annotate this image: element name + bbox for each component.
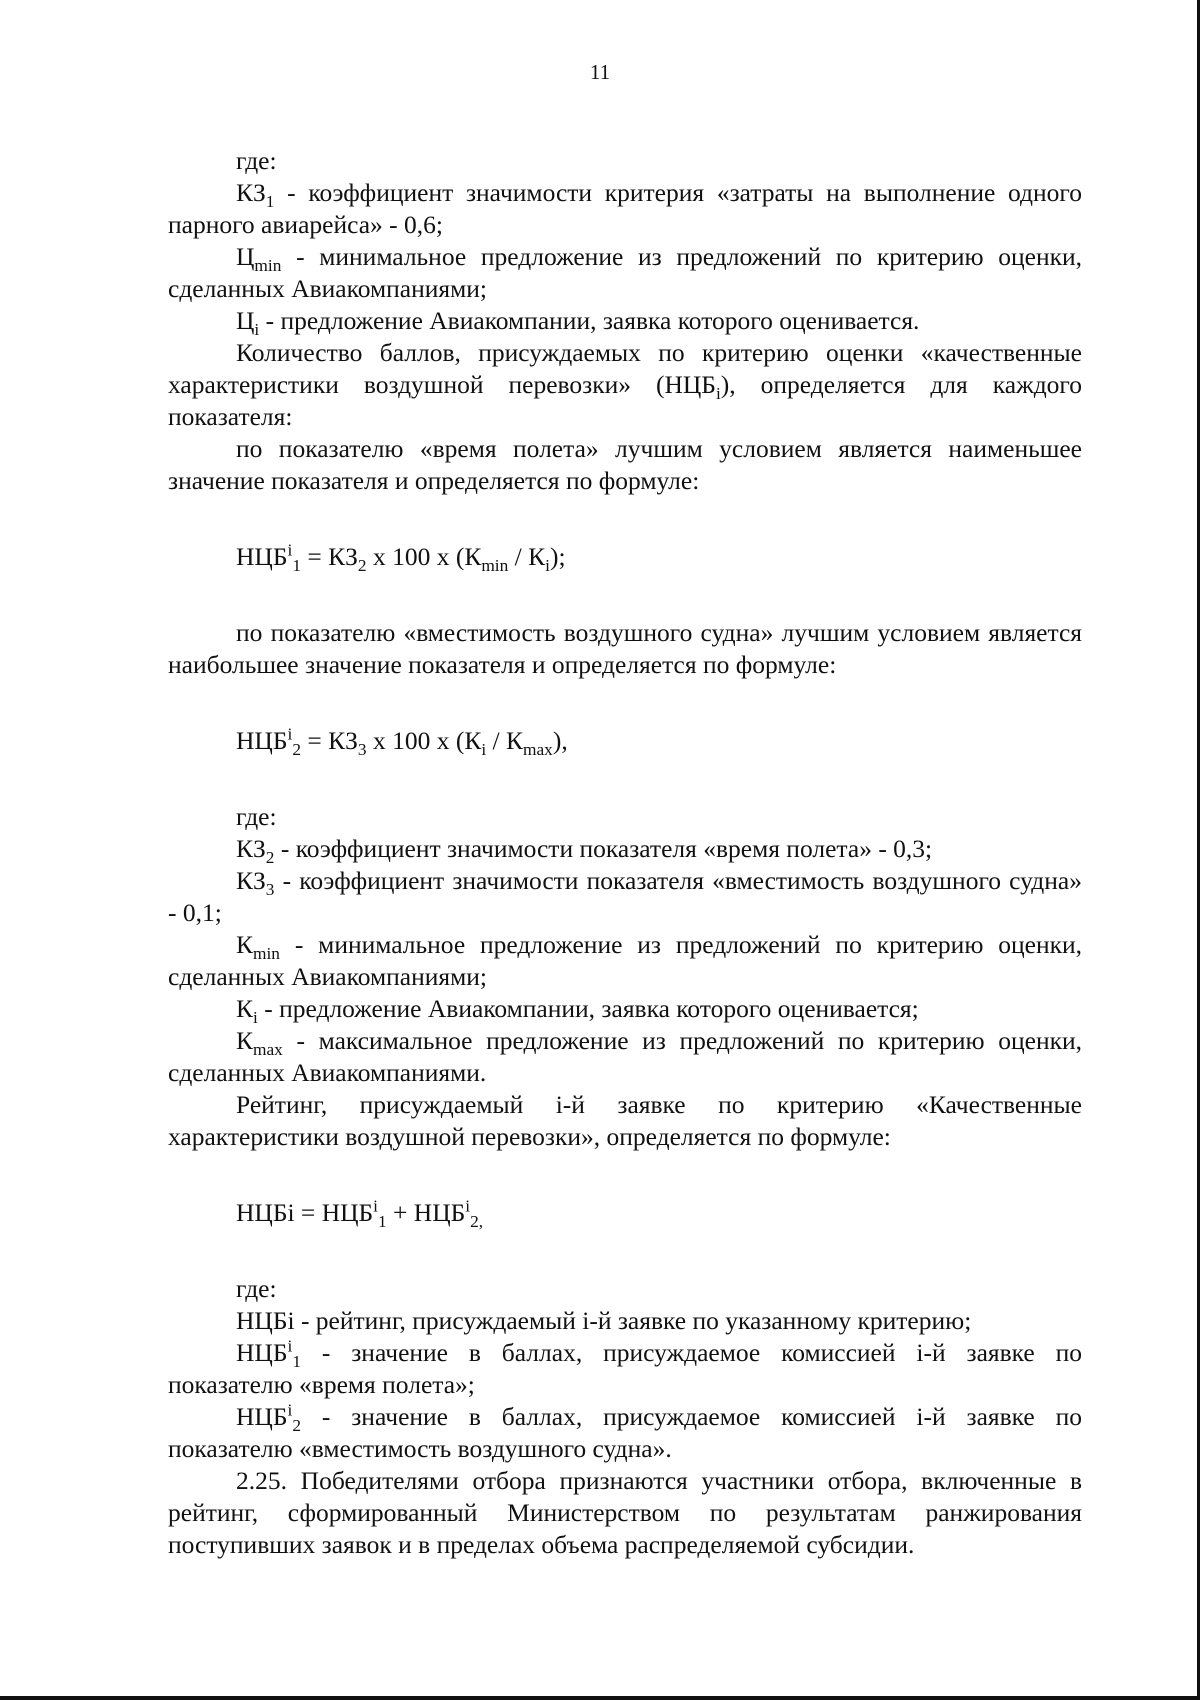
cmin-definition	[168, 241, 1082, 305]
ncb1-description: - значение в баллах, присуждаемое комиссией i-й заявке по показателю «время полета»;	[168, 1338, 1082, 1399]
ncbi-symbol: НЦБi	[236, 1306, 295, 1335]
kmax-description: - максимальное предложение из предложений по критерию оценки, сделанных Авиакомпаниями.	[168, 1026, 1082, 1087]
where-label-2: где:	[236, 802, 277, 831]
scan-edge-bottom	[0, 1696, 1200, 1700]
kz3-symbol: $КЗ_3$	[236, 866, 275, 900]
score-intro-part-b: ), определяется для каждого показателя:	[168, 370, 1082, 431]
capacity-intro: по показателю «вместимость воздушного судна» лучшим условием является наибольшее значение показателя и определяется по формуле:	[168, 618, 1082, 679]
ki-definition	[168, 993, 1082, 1028]
kz2-description: - коэффициент значимости показателя «время полета» - 0,3;	[274, 834, 933, 863]
ki-description: - предложение Авиакомпании, заявка которого оценивается;	[257, 994, 919, 1023]
ncb1-symbol: $НЦБ^i_1$	[236, 1336, 301, 1372]
kmin-definition	[168, 929, 1082, 993]
kz1-description: - коэффициент значимости критерия «затраты на выполнение одного парного авиарейса» - 0,6;	[168, 178, 1082, 239]
kmax-definition	[168, 1025, 1082, 1089]
kmin-symbol: $К_{min}$	[236, 930, 280, 964]
formula-capacity: $НЦБ^i_2 = КЗ_3$ х 100 х $(К_i / К_{max})$,	[236, 724, 568, 760]
ncbi-description: - рейтинг, присуждаемый i-й заявке по указанному критерию;	[294, 1306, 972, 1335]
ci-definition	[168, 305, 1082, 340]
ci-symbol: Ц	[236, 306, 255, 335]
kz3-definition	[168, 865, 1082, 929]
formula-flight-time: $НЦБ^i_1 = КЗ_2$ х 100 х $(К_{min} / К_i)$;	[236, 540, 566, 576]
clause-2-25: 2.25. Победителями отбора признаются участники отбора, включенные в рейтинг, сформированный Министерством по результатам ранжирования поступивших заявок и в пределах объема распределяемой субсидии.	[168, 1466, 1082, 1559]
rating-intro: Рейтинг, присуждаемый i-й заявке по критерию «Качественные характеристики воздушной перевозки», определяется по формуле:	[168, 1090, 1082, 1151]
score-intro-part-a: Количество баллов, присуждаемых по критерию оценки «качественные характеристики воздушной перевозки» (НЦБ	[168, 338, 1082, 399]
kz2-symbol: $КЗ_2$	[236, 834, 275, 868]
ncb1-definition	[168, 1337, 1082, 1401]
kz1-definition	[168, 177, 1082, 241]
kmax-symbol: $К_{max}$	[236, 1026, 283, 1060]
body-text	[168, 145, 1082, 1561]
cmin-description: - минимальное предложение из предложений по критерию оценки, сделанных Авиакомпаниями;	[168, 242, 1082, 303]
kz1-symbol: КЗ	[236, 178, 266, 207]
ncbi-definition	[168, 1305, 1082, 1337]
kz3-description: - коэффициент значимости показателя «вместимость воздушного судна» - 0,1;	[168, 866, 1082, 927]
kz2-definition	[168, 833, 1082, 868]
kz1-subscript: 1	[265, 192, 275, 212]
ci-subscript: i	[254, 320, 260, 340]
where-label-1: где:	[236, 146, 277, 175]
cmin-symbol: Ц	[236, 242, 255, 271]
ki-symbol: $К_i$	[236, 994, 258, 1028]
flight-time-intro: по показателю «время полета» лучшим условием является наименьшее значение показателя и определяется по формуле:	[168, 434, 1082, 495]
kmin-description: - минимальное предложение из предложений по критерию оценки, сделанных Авиакомпаниями;	[168, 930, 1082, 991]
ci-description: - предложение Авиакомпании, заявка которого оценивается.	[259, 306, 920, 335]
ncb2-description: - значение в баллах, присуждаемое комиссией i-й заявке по показателю «вместимость воздушного судна».	[168, 1402, 1082, 1463]
where-label-3: где:	[236, 1274, 277, 1303]
ncb2-definition	[168, 1401, 1082, 1465]
page-number: 11	[589, 60, 611, 84]
ncb2-symbol: $НЦБ^i_2$	[236, 1400, 301, 1436]
score-intro	[168, 337, 1082, 433]
formula-rating: НЦБi = $НЦБ^i_1 + НЦБ^i_{2,}$	[236, 1196, 484, 1232]
cmin-subscript: min	[254, 256, 282, 276]
score-intro-subscript: i	[715, 384, 721, 404]
